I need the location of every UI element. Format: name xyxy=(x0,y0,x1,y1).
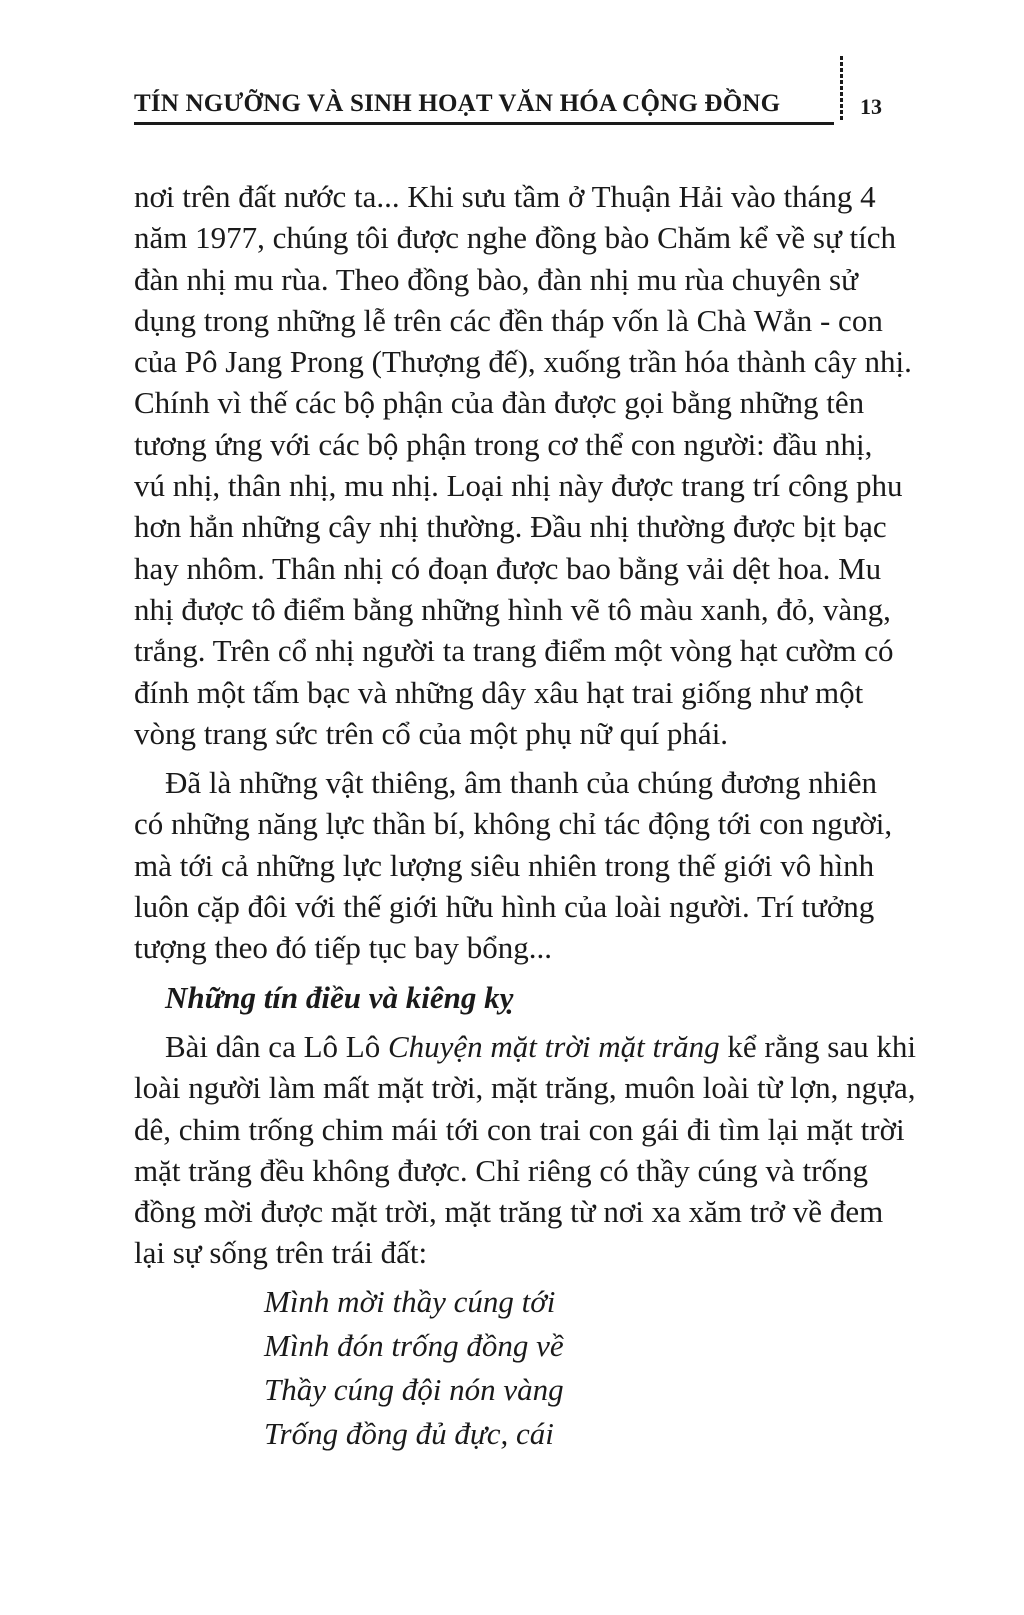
text-run: Bài dân ca Lô Lô xyxy=(165,1028,388,1064)
text-line: vòng trang sức trên cổ của một phụ nữ quí phái. xyxy=(134,715,729,751)
text-line: hay nhôm. Thân nhị có đoạn được bao bằng vải dệt hoa. Mu xyxy=(134,550,882,586)
text-line: đồng mời được mặt trời, mặt trăng từ nơi xa xăm trở về đem xyxy=(134,1194,884,1230)
paragraph-1 xyxy=(134,176,912,754)
paragraph-2 xyxy=(134,762,904,968)
page-number: 13 xyxy=(860,94,882,119)
text-line xyxy=(134,1026,916,1067)
text-line: tương ứng với các bộ phận trong cơ thể con người: đầu nhị, xyxy=(134,426,873,462)
text-line: dụng trong những lễ trên các đền tháp vốn là Chà Wẳn - con xyxy=(134,302,883,338)
verse xyxy=(134,1280,904,1456)
text-line: lại sự sống trên trái đất: xyxy=(134,1235,428,1271)
verse-line: Mình đón trống đồng về xyxy=(264,1327,564,1363)
song-title: Chuyện mặt trời mặt trăng xyxy=(387,1028,720,1064)
text-line: trắng. Trên cổ nhị người ta trang điểm một vòng hạt cườm có xyxy=(134,633,894,669)
verse-line: Mình mời thầy cúng tới xyxy=(264,1283,556,1319)
text-line: tượng theo đó tiếp tục bay bổng... xyxy=(134,930,553,966)
text-line: dê, chim trống chim mái tới con trai con gái đi tìm lại mặt trời xyxy=(134,1111,905,1147)
text-run: kể rằng sau khi xyxy=(719,1028,916,1064)
verse-line: Thầy cúng đội nón vàng xyxy=(264,1371,564,1407)
header-title: TÍN NGƯỠNG VÀ SINH HOẠT VĂN HÓA CỘNG ĐỒNG xyxy=(134,90,781,117)
header-rule xyxy=(134,122,834,125)
running-header xyxy=(134,86,834,126)
text-line: đính một tấm bạc và những dây xâu hạt trai giống như một xyxy=(134,674,864,710)
body-text xyxy=(134,176,916,1456)
text-line: nơi trên đất nước ta... Khi sưu tầm ở Thuận Hải vào tháng 4 xyxy=(134,179,876,214)
text-line: loài người làm mất mặt trời, mặt trăng, muôn loài từ lợn, ngựa, xyxy=(134,1070,916,1106)
text-line: có những năng lực thần bí, không chỉ tác động tới con người, xyxy=(134,806,893,842)
text-line: mặt trăng đều không được. Chỉ riêng có thầy cúng và trống xyxy=(134,1152,868,1188)
text-line: năm 1977, chúng tôi được nghe đồng bào Chăm kể về sự tích xyxy=(134,220,896,256)
verse-line: Trống đồng đủ đực, cái xyxy=(264,1415,554,1451)
text-line: của Pô Jang Prong (Thượng đế), xuống trần hóa thành cây nhị. xyxy=(134,344,912,380)
paragraph-3 xyxy=(134,1026,916,1274)
section-heading: Những tín điều và kiêng kỵ xyxy=(165,979,514,1015)
text-line: Chính vì thế các bộ phận của đàn được gọi bằng những tên xyxy=(134,385,865,421)
text-line: luôn cặp đôi với thế giới hữu hình của loài người. Trí tưởng xyxy=(134,889,875,925)
text-line: hơn hẳn những cây nhị thường. Đầu nhị thường được bịt bạc xyxy=(134,509,887,545)
header-ornament xyxy=(840,56,843,122)
text-line: vú nhị, thân nhị, mu nhị. Loại nhị này được trang trí công phu xyxy=(134,468,903,504)
text-line: Đã là những vật thiêng, âm thanh của chúng đương nhiên xyxy=(165,765,878,801)
text-line: nhị được tô điểm bằng những hình vẽ tô màu xanh, đỏ, vàng, xyxy=(134,591,891,627)
text-line: mà tới cả những lực lượng siêu nhiên trong thế giới vô hình xyxy=(134,847,875,883)
text-line: đàn nhị mu rùa. Theo đồng bào, đàn nhị mu rùa chuyên sử xyxy=(134,261,858,297)
